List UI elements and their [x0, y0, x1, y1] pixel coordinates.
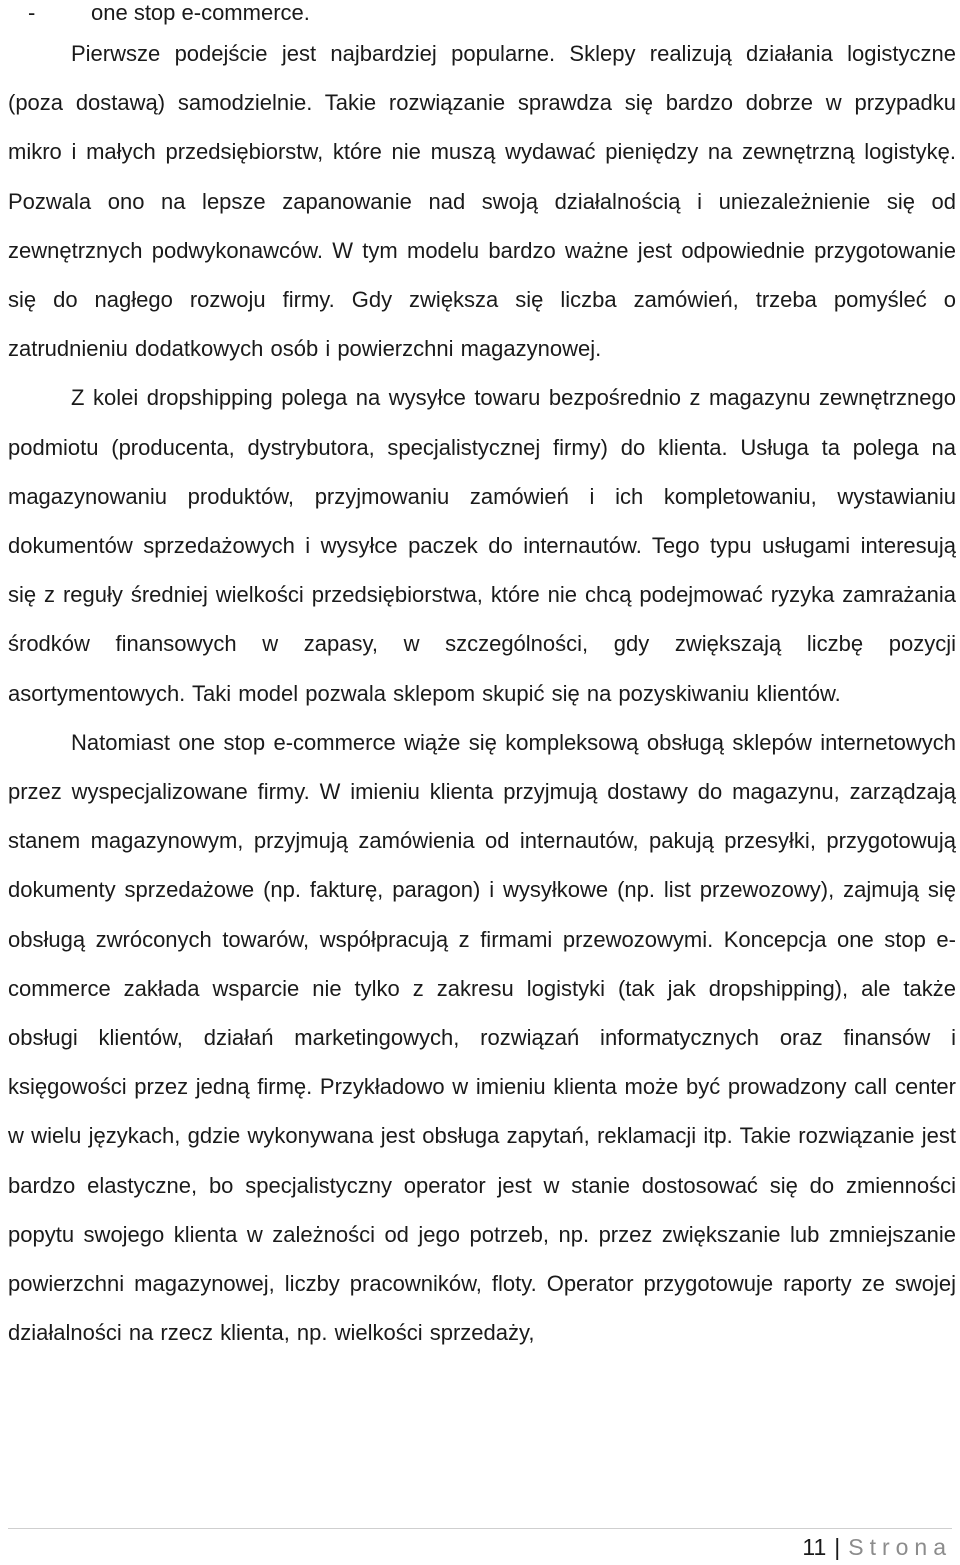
page-footer [8, 1528, 952, 1565]
page-label: Strona [848, 1533, 952, 1560]
page-number: 11 [802, 1533, 827, 1560]
list-item-text: one stop e-commerce. [91, 0, 310, 25]
paragraph-2: Z kolei dropshipping polega na wysyłce towaru bezpośrednio z magazynu zewnętrznego podmiotu (producenta, dystrybutora, specjalistycznej firmy) do klienta. Usługa ta polega na magazynowaniu produktów, przyjmowaniu zamówień i ich kompletowaniu, wystawianiu dokumentów sprzedażowych i wysyłce paczek do internautów. Tego typu usługami interesują się z reguły średniej wielkości przedsiębiorstwa, które nie chcą podejmować ryzyka zamrażania środków finansowych w zapasy, w szczególności, gdy zwiększają liczbę pozycji asortymentowych. Taki model pozwala sklepom skupić się na pozyskiwaniu klientów. [8, 385, 956, 706]
footer-separator: | [834, 1533, 841, 1560]
paragraph-1: Pierwsze podejście jest najbardziej popularne. Sklepy realizują działania logistyczne (poza dostawą) samodzielnie. Takie rozwiązanie sprawdza się bardzo dobrze w przypadku mikro i małych przedsiębiorstw, które nie muszą wydawać pieniędzy na zewnętrzną logistykę. Pozwala ono na lepsze zapanowanie nad swoją działalnością i uniezależnienie się od zewnętrznych podwykonawców. W tym modelu bardzo ważne jest odpowiednie przygotowanie się do nagłego rozwoju firmy. Gdy zwiększa się liczba zamówień, trzeba pomyśleć o zatrudnieniu dodatkowych osób i powierzchni magazynowej. [8, 41, 956, 362]
paragraph-3: Natomiast one stop e-commerce wiąże się kompleksową obsługą sklepów internetowych przez wyspecjalizowane firmy. W imieniu klienta przyjmują dostawy do magazynu, zarządzają stanem magazynowym, przyjmują zamówienia od internautów, pakują przesyłki, przygotowują dokumenty sprzedażowe (np. fakturę, paragon) i wysyłkowe (np. list przewozowy), zajmują się obsługą zwróconych towarów, współpracują z firmami przewozowymi. Koncepcja one stop e-commerce zakłada wsparcie nie tylko z zakresu logistyki (tak jak dropshipping), ale także obsługi klientów, działań marketingowych, rozwiązań informatycznych oraz finansów i księgowości przez jedną firmę. Przykładowo w imieniu klienta może być prowadzony call center w wielu językach, gdzie wykonywana jest obsługa zapytań, reklamacji itp. Takie rozwiązanie jest bardzo elastyczne, bo specjalistyczny operator jest w stanie dostosować się do zmienności popytu swojego klienta w zależności od jego potrzeb, np. przez zwiększanie lub zmniejszanie powierzchni magazynowej, liczby pracowników, floty. Operator przygotowuje raporty ze swojej działalności na rzecz klienta, np. wielkości sprzedaży, [8, 729, 956, 1346]
list-dash: - [28, 0, 36, 25]
document-page [8, 0, 956, 1357]
